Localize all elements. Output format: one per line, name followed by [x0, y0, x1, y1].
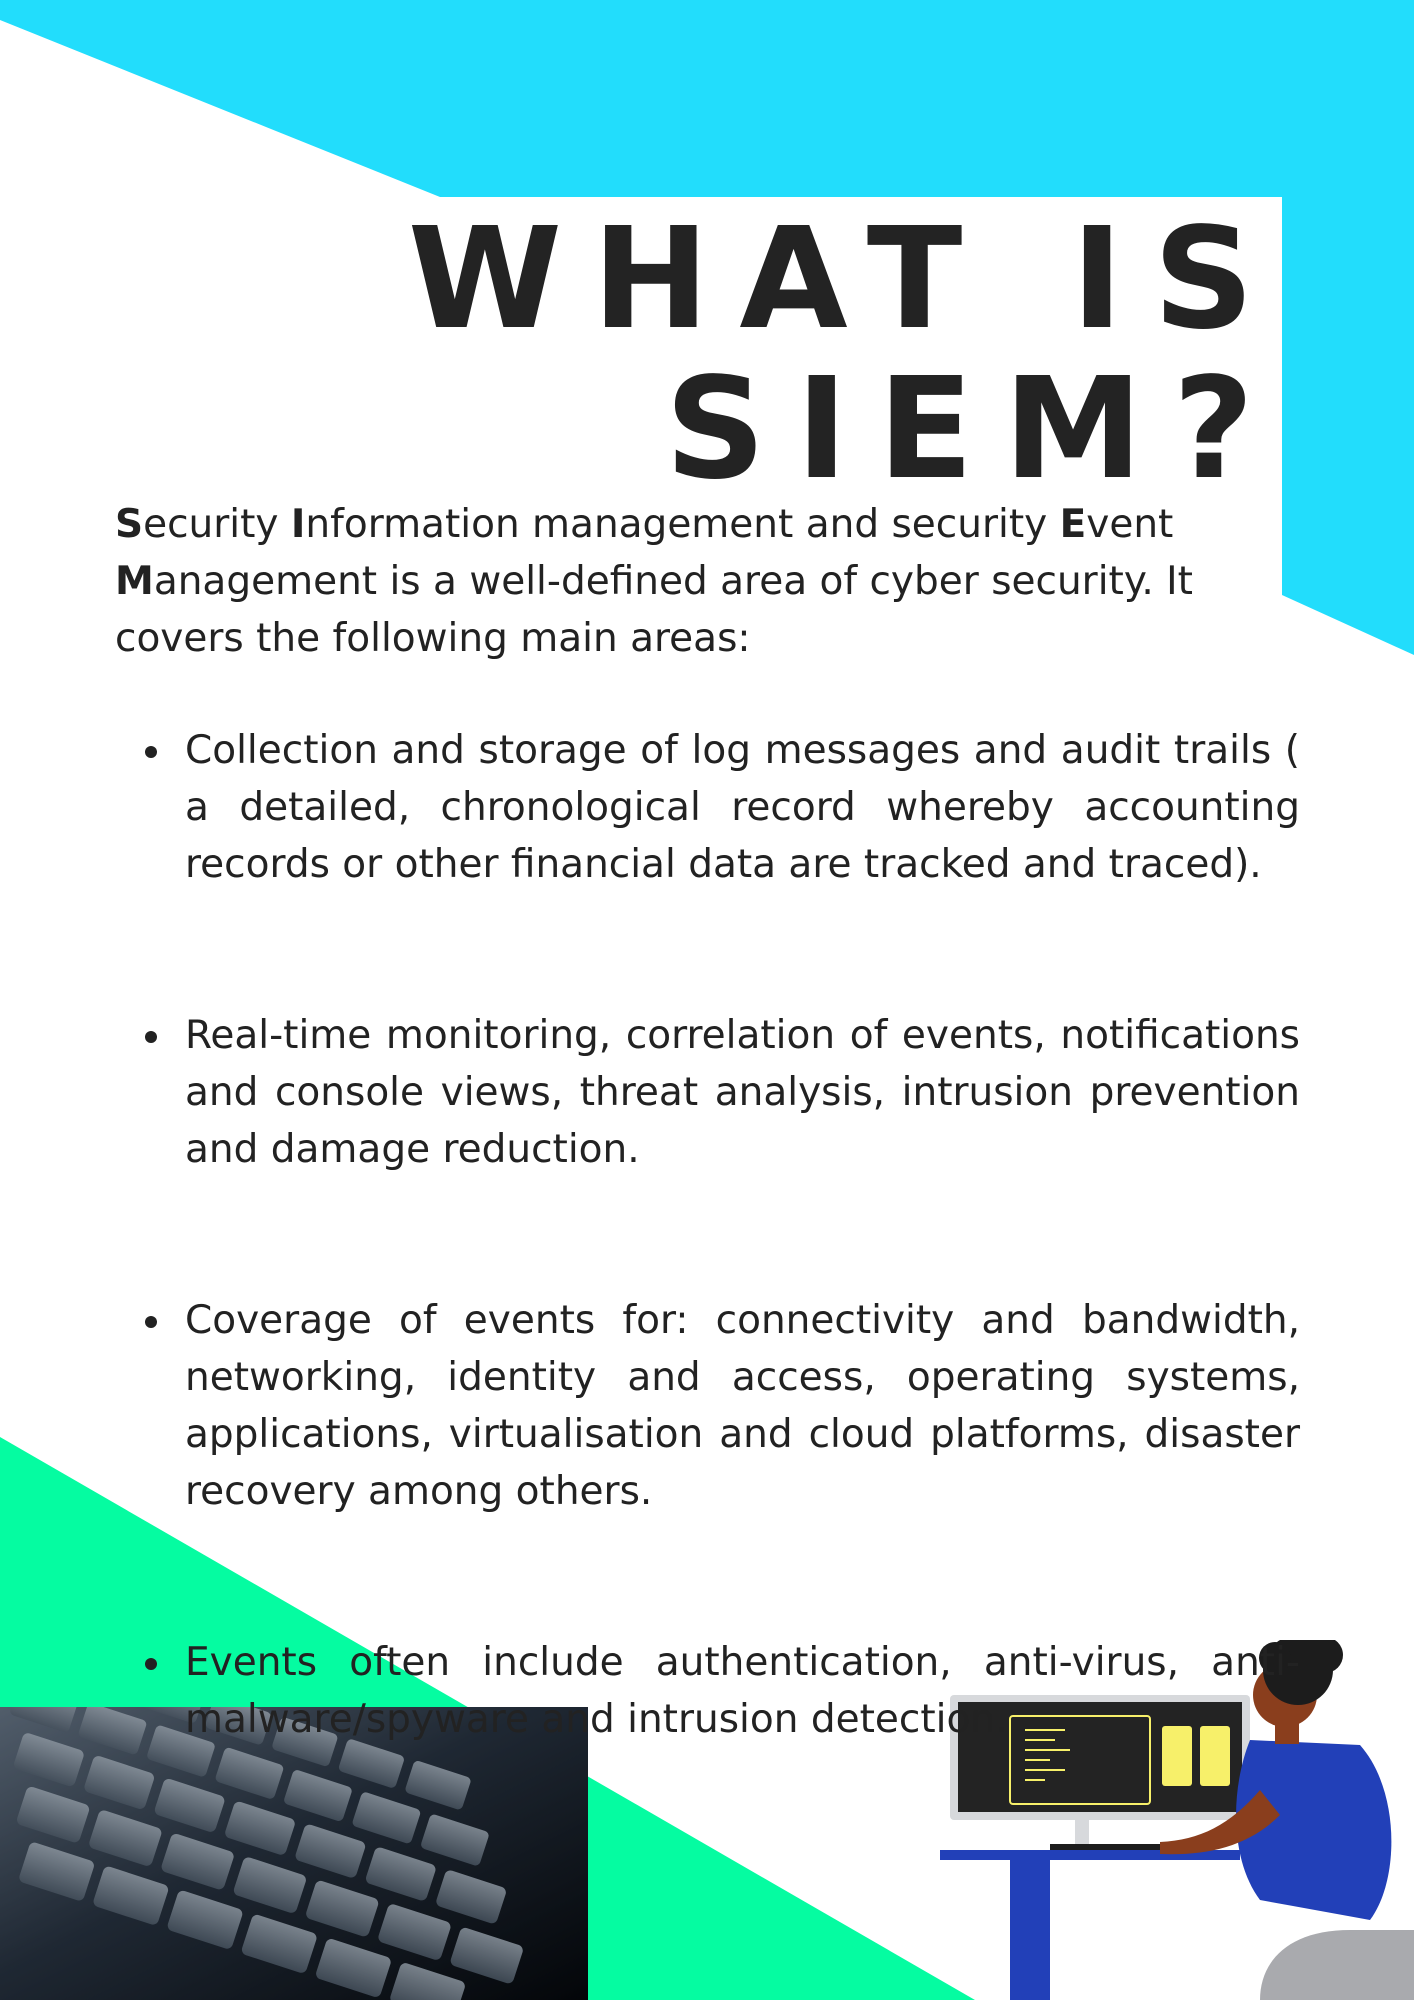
page-title	[407, 198, 1284, 511]
acronym-letter-m: M	[115, 559, 154, 604]
intro-text: nformation management and security	[305, 502, 1060, 547]
list-item: Collection and storage of log messages and audit trails ( a detailed, chronological record whereby accounting records or other financial data are tracked and traced).	[185, 722, 1300, 893]
desk-leg	[1010, 1860, 1050, 2000]
intro-paragraph	[115, 496, 1195, 667]
intro-text: anagement is a well-defined area of cyber security. It covers the following main areas:	[115, 559, 1193, 661]
acronym-letter-s: S	[115, 502, 144, 547]
title-line-1: WHAT IS	[407, 198, 1284, 361]
title-line-2: SIEM?	[664, 348, 1284, 511]
list-item: Coverage of events for: connectivity and bandwidth, networking, identity and access, operating systems, applications, virtualisation and cloud platforms, disaster recovery among others.	[185, 1292, 1300, 1520]
siem-areas-list	[185, 722, 1300, 1862]
intro-text: vent	[1086, 502, 1174, 547]
acronym-letter-e: E	[1059, 502, 1087, 547]
list-item: Events often include authentication, anti-virus, anti-malware/spyware and intrusion detection.	[185, 1634, 1300, 1748]
intro-text: ecurity	[143, 502, 291, 547]
list-item: Real-time monitoring, correlation of events, notifications and console views, threat analysis, intrusion prevention and damage reduction.	[185, 1007, 1300, 1178]
acronym-letter-i: I	[290, 502, 306, 547]
chair	[1260, 1930, 1414, 2000]
